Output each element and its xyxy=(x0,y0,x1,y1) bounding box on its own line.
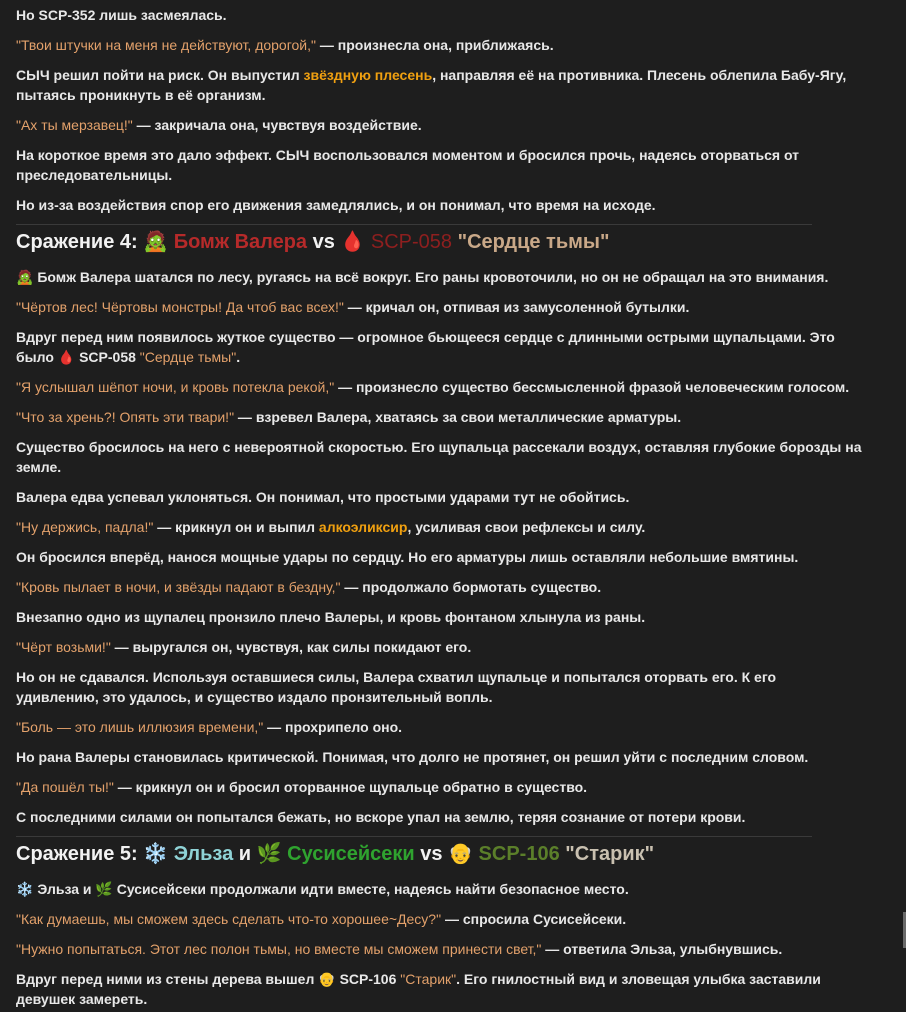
paragraph xyxy=(16,145,862,185)
text: — прохрипело оно. xyxy=(263,719,403,735)
paragraph xyxy=(16,5,862,25)
quote: "Боль — это лишь иллюзия времени," xyxy=(16,719,264,735)
paragraph xyxy=(16,607,862,627)
text: — спросила Сусисейсеки. xyxy=(441,911,627,927)
text: — взревел Валера, хватаясь за свои металлические арматуры. xyxy=(234,409,682,425)
text: — крикнул он и выпил xyxy=(153,519,319,535)
paragraph xyxy=(16,637,862,657)
paragraph xyxy=(16,909,862,929)
old-man-icon: 👴 xyxy=(318,971,336,987)
paragraph xyxy=(16,407,862,427)
divider xyxy=(16,836,812,837)
heading-prefix: Сражение 4: xyxy=(16,231,138,253)
snowflake-icon: ❄️ xyxy=(143,843,169,865)
paragraph xyxy=(16,547,862,567)
text: Но рана Валеры становилась критической. Понимая, что долго не протянет, он решил уйти с последним словом. xyxy=(16,749,809,765)
paragraph xyxy=(16,807,862,827)
old-man-icon: 👴 xyxy=(448,843,473,865)
fighter-name: Бомж Валера xyxy=(173,231,308,253)
fighter-name: Эльза xyxy=(173,843,234,865)
text: Сусисейсеки продолжали идти вместе, надеясь найти безопасное место. xyxy=(112,881,629,897)
text: . Его гнилостный вид и зловещая улыбка заставили девушек замереть. xyxy=(16,971,821,1007)
snowflake-icon: ❄️ xyxy=(16,881,34,897)
quote: "Чёртов лес! Чёртовы монстры! Да чтоб вас всех!" xyxy=(16,299,344,315)
text: Вдруг перед ними из стены дерева вышел xyxy=(16,971,319,987)
quote: "Кровь пылает в ночи, и звёзды падают в бездну," xyxy=(16,579,341,595)
paragraph xyxy=(16,667,862,707)
zombie-icon: 🧟 xyxy=(143,231,169,253)
paragraph xyxy=(16,717,862,737)
text: SCP-106 xyxy=(335,971,401,987)
and-label: и xyxy=(238,843,252,865)
battle-4-heading xyxy=(16,227,862,257)
paragraph xyxy=(16,377,862,397)
paragraph xyxy=(16,969,862,1009)
text: — крикнул он и бросил оторванное щупальце обратно в существо. xyxy=(113,779,588,795)
paragraph xyxy=(16,327,862,367)
paragraph xyxy=(16,115,862,135)
fighter-name: SCP-106 xyxy=(478,843,560,865)
herb-icon: 🌿 xyxy=(256,843,282,865)
text: Существо бросилось на него с невероятной скоростью. Его щупальца рассекали воздух, оставляя глубокие борозды на земле. xyxy=(16,439,862,475)
blood-drop-icon: 🩸 xyxy=(57,349,76,365)
item-link[interactable]: алкоэликсир xyxy=(318,519,408,535)
quote: "Ах ты мерзавец!" xyxy=(16,117,133,133)
quote: "Как думаешь, мы сможем здесь сделать что-то хорошее~Десу?" xyxy=(16,911,442,927)
paragraph xyxy=(16,517,862,537)
text: Внезапно одно из щупалец пронзило плечо Валеры, и кровь фонтаном хлынула из раны. xyxy=(16,609,646,625)
text: Эльза и xyxy=(33,881,96,897)
text: Но SCP-352 лишь засмеялась. xyxy=(16,7,227,23)
text: Вдруг перед ним появилось жуткое существо — огромное бьющееся сердце с длинными острыми щупальцами. Это было xyxy=(16,329,835,365)
paragraph xyxy=(16,487,862,507)
paragraph xyxy=(16,65,862,105)
paragraph xyxy=(16,195,862,215)
quote: "Что за хрень?! Опять эти твари!" xyxy=(16,409,235,425)
text: Он бросился вперёд, нанося мощные удары по сердцу. Но его арматуры лишь оставляли небольшие вмятины. xyxy=(16,549,799,565)
text: — закричала она, чувствуя воздействие. xyxy=(132,117,422,133)
fighter-name: SCP-058 xyxy=(370,231,453,253)
text: Бомж Валера шатался по лесу, ругаясь на всё вокруг. Его раны кровоточили, но он не обращал на это внимания. xyxy=(37,269,829,285)
text: SCP-058 xyxy=(79,349,140,365)
scrollbar-track[interactable] xyxy=(900,0,906,1012)
text: — ответила Эльза, улыбнувшись. xyxy=(541,941,783,957)
text: — произнесло существо бессмысленной фразой человеческим голосом. xyxy=(334,379,850,395)
paragraph xyxy=(16,747,862,767)
quote: "Да пошёл ты!" xyxy=(16,779,114,795)
text: С последними силами он попытался бежать, но вскоре упал на землю, теряя сознание от потери крови. xyxy=(16,809,746,825)
quote: "Нужно попытаться. Этот лес полон тьмы, но вместе мы сможем принести свет," xyxy=(16,941,542,957)
text: , направляя её на противника. Плесень облепила Бабу-Ягу, пытаясь проникнуть в её организм. xyxy=(16,67,847,103)
quote: "Я услышал шёпот ночи, и кровь потекла рекой," xyxy=(16,379,335,395)
text: , усиливая свои рефлексы и силу. xyxy=(407,519,646,535)
heading-prefix: Сражение 5: xyxy=(16,843,138,865)
paragraph xyxy=(16,577,862,597)
paragraph xyxy=(16,35,862,55)
text: На короткое время это дало эффект. СЫЧ воспользовался моментом и бросился прочь, надеясь оторваться от преследовательницы. xyxy=(16,147,800,183)
quote: "Сердце тьмы" xyxy=(139,349,237,365)
quote: "Старик" xyxy=(400,971,457,987)
text: . xyxy=(236,349,241,365)
text: Но из-за воздействия спор его движения замедлялись, и он понимал, что время на исходе. xyxy=(16,197,656,213)
text: — продолжало бормотать существо. xyxy=(340,579,602,595)
battle-5-heading xyxy=(16,839,862,869)
paragraph xyxy=(16,939,862,959)
vs-label: vs xyxy=(312,231,335,253)
text: Валера едва успевал уклоняться. Он понимал, что простыми ударами тут не обойтись. xyxy=(16,489,630,505)
chat-message-content xyxy=(16,0,862,1009)
text: — кричал он, отпивая из замусоленной бутылки. xyxy=(343,299,690,315)
zombie-icon: 🧟 xyxy=(16,269,34,285)
blood-drop-icon: 🩸 xyxy=(340,231,366,253)
fighter-title: "Старик" xyxy=(565,843,655,865)
quote: "Твои штучки на меня не действуют, дорогой," xyxy=(16,37,316,53)
paragraph xyxy=(16,437,862,477)
paragraph xyxy=(16,297,862,317)
quote: "Чёрт возьми!" xyxy=(16,639,111,655)
text: — выругался он, чувствуя, как силы покидают его. xyxy=(110,639,472,655)
herb-icon: 🌿 xyxy=(95,881,113,897)
divider xyxy=(16,224,812,225)
text: СЫЧ решил пойти на риск. Он выпустил xyxy=(16,67,304,83)
paragraph xyxy=(16,267,862,287)
fighter-title: "Сердце тьмы" xyxy=(457,231,610,253)
text: Но он не сдавался. Используя оставшиеся силы, Валера схватил щупальце и попытался оторвать его. К его удивлению, это удалось, и существо издало пронзительный вопль. xyxy=(16,669,777,705)
fighter-name: Сусисейсеки xyxy=(287,843,415,865)
item-link[interactable]: звёздную плесень xyxy=(303,67,433,83)
text: — произнесла она, приближаясь. xyxy=(315,37,554,53)
vs-label: vs xyxy=(420,843,443,865)
paragraph xyxy=(16,879,862,899)
paragraph xyxy=(16,777,862,797)
quote: "Ну держись, падла!" xyxy=(16,519,154,535)
